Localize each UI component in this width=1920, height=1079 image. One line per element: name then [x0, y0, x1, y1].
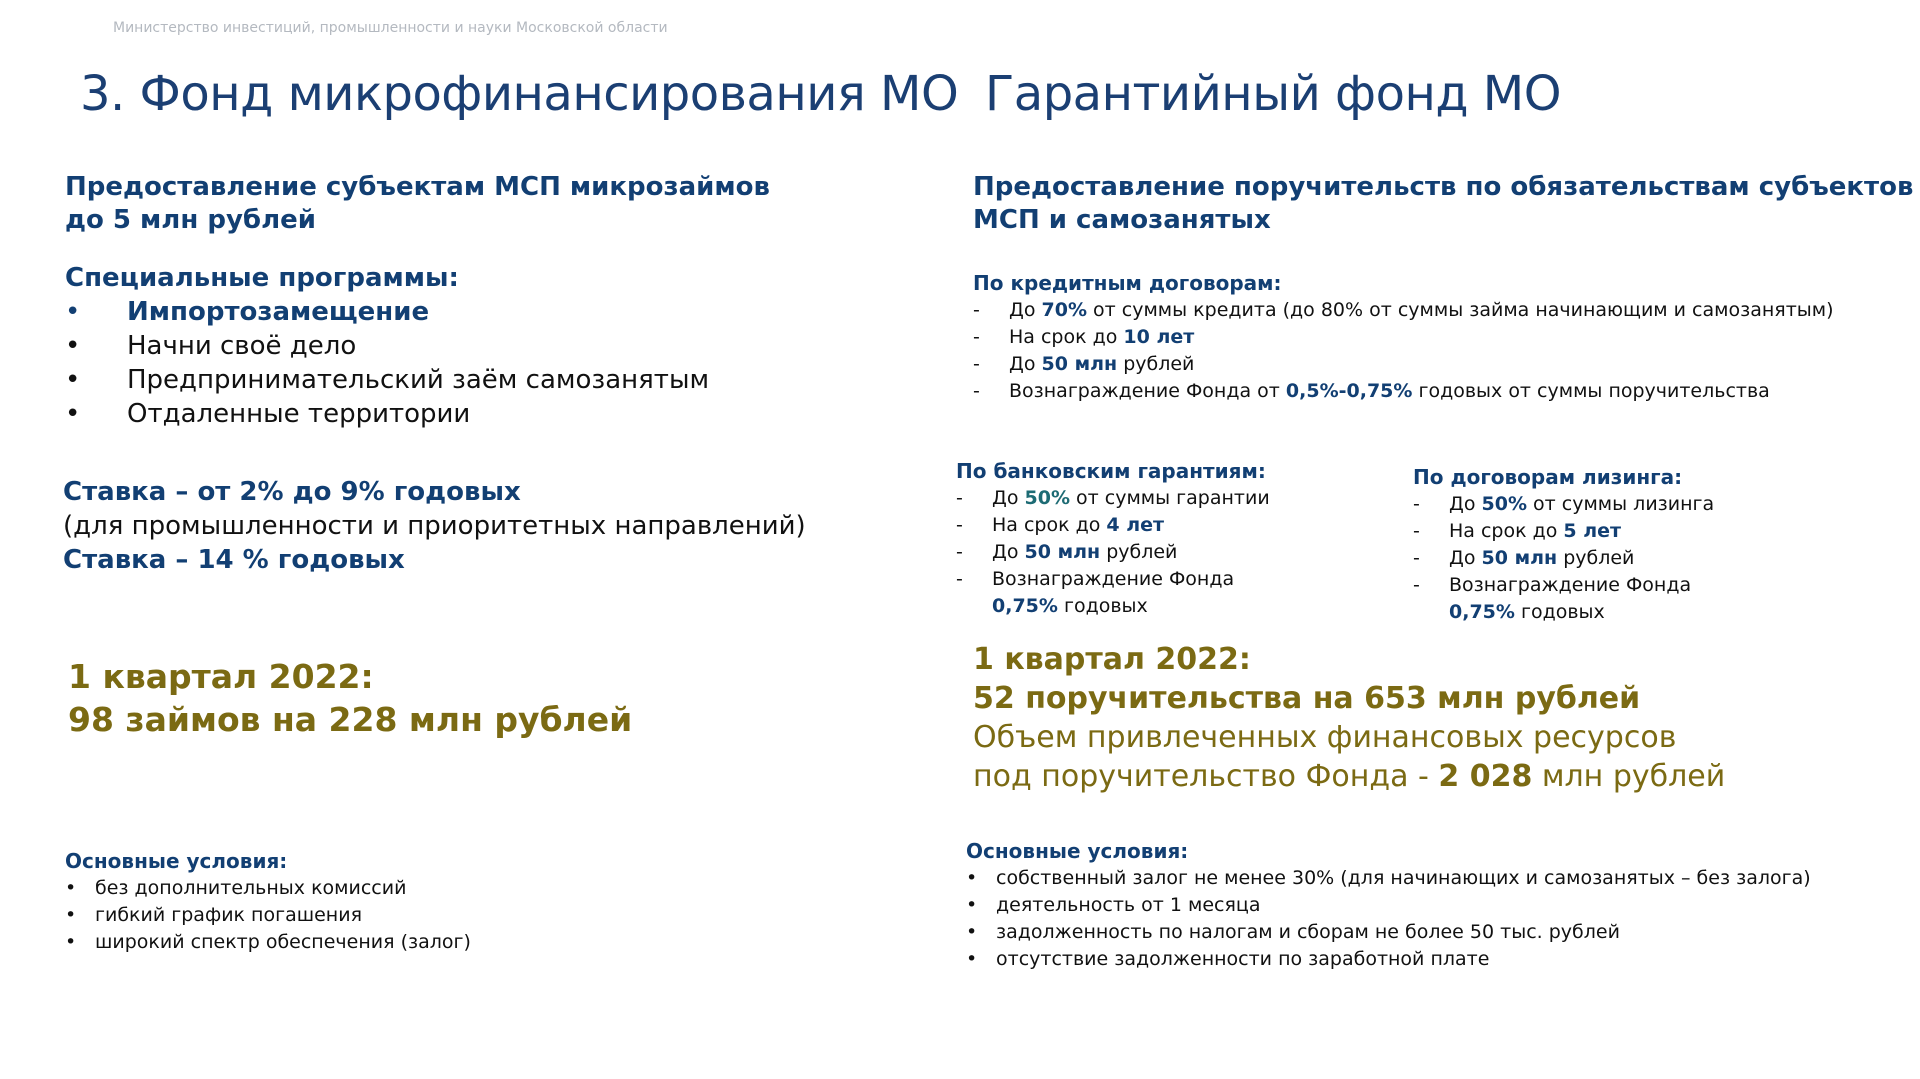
left-conditions-heading: Основные условия:	[65, 849, 288, 873]
condition-item	[966, 946, 1811, 973]
dash-marker: -	[973, 380, 980, 402]
bullet-marker: •	[65, 365, 81, 395]
guarantee-item	[956, 566, 1270, 620]
highlight: 50 млн	[1024, 541, 1101, 563]
highlight: 10 лет	[1123, 326, 1195, 348]
left-subtitle-line1: Предоставление субъектам МСП микрозаймов	[65, 172, 770, 202]
text: млн рублей	[1532, 759, 1726, 794]
dash-marker: -	[956, 487, 963, 509]
leasing-item	[1413, 491, 1714, 518]
text: от суммы гарантии	[1070, 487, 1270, 509]
bullet-marker: •	[65, 331, 81, 361]
bullet-marker: •	[966, 867, 978, 889]
ministry-header: Министерство инвестиций, промышленности и науки Московской области	[113, 20, 668, 36]
program-label: Отдаленные территории	[127, 399, 471, 429]
text: рублей	[1100, 541, 1178, 563]
credit-item	[973, 324, 1834, 351]
right-title: Гарантийный фонд МО	[985, 66, 1561, 122]
text: До	[992, 541, 1025, 563]
rate-2: Ставка – 14 % годовых	[63, 545, 405, 575]
left-subtitle-line2: до 5 млн рублей	[65, 205, 316, 235]
guarantee-item	[956, 512, 1270, 539]
bullet-marker: •	[966, 948, 978, 970]
right-subtitle-line2: МСП и самозанятых	[973, 205, 1271, 235]
right-quarter-label: 1 квартал 2022:	[973, 642, 1251, 677]
text: Вознаграждение Фонда	[1449, 574, 1692, 596]
leasing-heading: По договорам лизинга:	[1413, 465, 1683, 489]
dash-marker: -	[956, 568, 963, 590]
condition-text: широкий спектр обеспечения (залог)	[95, 931, 471, 953]
right-conditions-heading: Основные условия:	[966, 839, 1189, 863]
text: рублей	[1557, 547, 1635, 569]
leasing-item	[1413, 545, 1714, 572]
text: До	[1449, 493, 1482, 515]
text: До	[1009, 299, 1042, 321]
program-label: Предпринимательский заём самозанятым	[127, 365, 710, 395]
dash-marker: -	[973, 299, 980, 321]
programs-block	[65, 261, 709, 431]
highlight: 50 млн	[1041, 353, 1118, 375]
text: под поручительство Фонда -	[973, 759, 1439, 794]
guarantee-item	[956, 539, 1270, 566]
dash-marker: -	[1413, 520, 1420, 542]
text: годовых от суммы поручительства	[1412, 380, 1770, 402]
highlight: 0,75%	[1449, 601, 1515, 623]
bullet-marker: •	[65, 904, 77, 926]
left-subtitle	[65, 171, 770, 237]
condition-text: задолженность по налогам и сборам не более 50 тыс. рублей	[996, 921, 1620, 943]
dash-marker: -	[973, 326, 980, 348]
condition-item	[966, 865, 1811, 892]
highlight: 70%	[1041, 299, 1087, 321]
highlight: 0,75%	[992, 595, 1058, 617]
highlight: 50%	[1481, 493, 1527, 515]
bullet-marker: •	[65, 297, 81, 327]
credit-heading: По кредитным договорам:	[973, 271, 1282, 295]
condition-item	[966, 892, 1811, 919]
credit-item	[973, 297, 1834, 324]
dash-marker: -	[956, 541, 963, 563]
condition-text: гибкий график погашения	[95, 904, 363, 926]
text: До	[1449, 547, 1482, 569]
highlight: 5 лет	[1563, 520, 1622, 542]
programs-heading: Специальные программы:	[65, 263, 459, 293]
program-item	[65, 397, 709, 431]
bullet-marker: •	[966, 921, 978, 943]
right-quarter-stats	[973, 640, 1725, 796]
right-quarter-value: 52 поручительства на 653 млн рублей	[973, 681, 1641, 716]
leasing-block	[1413, 464, 1714, 626]
left-conditions	[65, 848, 471, 956]
dash-marker: -	[973, 353, 980, 375]
right-subtitle-line1: Предоставление поручительств по обязательствам субъектов	[973, 172, 1914, 202]
volume-line2	[973, 757, 1725, 796]
program-item	[65, 329, 709, 363]
guarantee-item	[956, 485, 1270, 512]
leasing-item	[1413, 518, 1714, 545]
program-label: Импортозамещение	[127, 297, 430, 327]
rate-1-note: (для промышленности и приоритетных направлений)	[63, 511, 806, 541]
left-quarter-stats	[68, 655, 632, 741]
bullet-marker: •	[65, 399, 81, 429]
left-quarter-value: 98 займов на 228 млн рублей	[68, 700, 633, 739]
credit-item	[973, 378, 1834, 405]
text: годовых	[1514, 601, 1605, 623]
leasing-item	[1413, 572, 1714, 626]
text: годовых	[1057, 595, 1148, 617]
text: На срок до	[1449, 520, 1564, 542]
condition-item	[966, 919, 1811, 946]
left-quarter-label: 1 квартал 2022:	[68, 657, 374, 696]
dash-marker: -	[1413, 547, 1420, 569]
highlight: 2 028	[1438, 759, 1533, 794]
text: рублей	[1117, 353, 1195, 375]
right-conditions	[966, 838, 1811, 973]
program-item	[65, 295, 709, 329]
bullet-marker: •	[65, 931, 77, 953]
program-item	[65, 363, 709, 397]
left-title: 3. Фонд микрофинансирования МО	[80, 66, 959, 122]
text: На срок до	[1009, 326, 1124, 348]
condition-text: собственный залог не менее 30% (для начинающих и самозанятых – без залога)	[996, 867, 1811, 889]
dash-marker: -	[956, 514, 963, 536]
credit-block	[973, 270, 1834, 405]
condition-item	[65, 875, 471, 902]
condition-item	[65, 902, 471, 929]
text: Вознаграждение Фонда	[992, 568, 1235, 590]
condition-item	[65, 929, 471, 956]
text: До	[1009, 353, 1042, 375]
guarantee-block	[956, 458, 1270, 620]
rates-block	[63, 475, 806, 577]
text: На срок до	[992, 514, 1107, 536]
text: До	[992, 487, 1025, 509]
highlight: 4 лет	[1106, 514, 1165, 536]
text: Вознаграждение Фонда от	[1009, 380, 1286, 402]
bullet-marker: •	[966, 894, 978, 916]
highlight: 0,5%-0,75%	[1285, 380, 1413, 402]
volume-line1: Объем привлеченных финансовых ресурсов	[973, 720, 1677, 755]
dash-marker: -	[1413, 493, 1420, 515]
dash-marker: -	[1413, 574, 1420, 596]
right-subtitle	[973, 171, 1913, 237]
rate-1: Ставка – от 2% до 9% годовых	[63, 477, 521, 507]
text: от суммы лизинга	[1527, 493, 1715, 515]
condition-text: отсутствие задолженности по заработной плате	[996, 948, 1490, 970]
text: от суммы кредита (до 80% от суммы займа начинающим и самозанятым)	[1087, 299, 1834, 321]
highlight: 50%	[1024, 487, 1070, 509]
bullet-marker: •	[65, 877, 77, 899]
guarantee-heading: По банковским гарантиям:	[956, 459, 1266, 483]
condition-text: деятельность от 1 месяца	[996, 894, 1261, 916]
highlight: 50 млн	[1481, 547, 1558, 569]
program-label: Начни своё дело	[127, 331, 357, 361]
credit-item	[973, 351, 1834, 378]
condition-text: без дополнительных комиссий	[95, 877, 407, 899]
